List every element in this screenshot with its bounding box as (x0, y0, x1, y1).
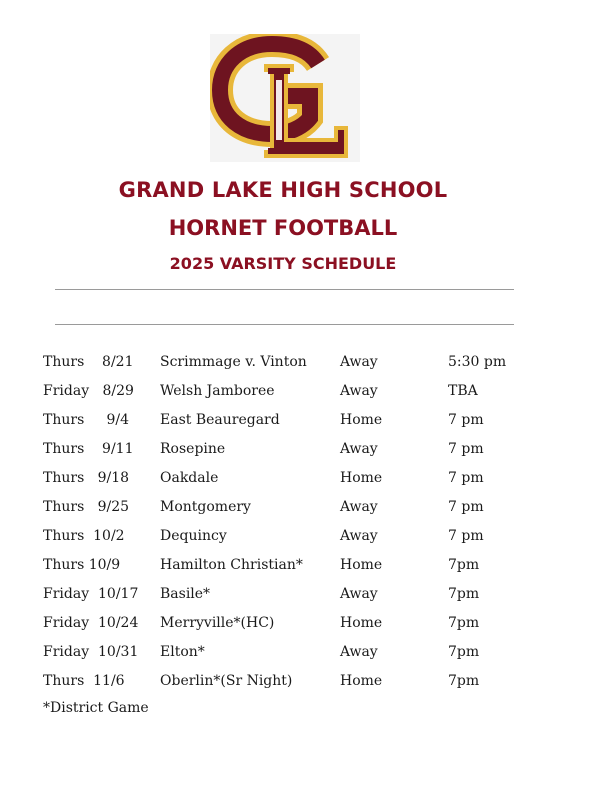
game-location: Away (340, 383, 378, 399)
game-opponent: Basile* (160, 586, 211, 602)
game-date: Thurs 11/6 (43, 673, 125, 689)
game-opponent: Montgomery (160, 499, 251, 515)
game-time: 7pm (448, 557, 480, 573)
game-date: Thurs 9/25 (43, 499, 130, 515)
game-date: Thurs 9/18 (43, 470, 130, 486)
schedule-title: 2025 VARSITY SCHEDULE (169, 254, 397, 273)
game-location: Away (340, 644, 378, 660)
game-opponent: Elton* (160, 644, 205, 660)
game-location: Home (340, 470, 383, 486)
school-name: GRAND LAKE HIGH SCHOOL (118, 178, 448, 202)
game-time: TBA (448, 383, 478, 399)
game-opponent: Rosepine (160, 441, 226, 457)
game-date: Thurs 9/4 (43, 412, 130, 428)
game-opponent: Hamilton Christian* (160, 557, 303, 573)
game-time: 7 pm (448, 470, 484, 486)
game-location: Away (340, 354, 378, 370)
district-game-footnote: *District Game (43, 700, 149, 716)
divider (55, 324, 514, 325)
game-time: 7 pm (448, 499, 484, 515)
game-time: 7pm (448, 673, 480, 689)
game-opponent: Oakdale (160, 470, 219, 486)
game-date: Thurs 10/9 (43, 557, 121, 573)
game-opponent: Scrimmage v. Vinton (160, 354, 307, 370)
school-logo (210, 34, 360, 162)
game-location: Away (340, 586, 378, 602)
game-time: 7pm (448, 615, 480, 631)
game-date: Thurs 8/21 (43, 354, 134, 370)
game-opponent: Oberlin*(Sr Night) (160, 673, 293, 689)
game-location: Home (340, 557, 383, 573)
game-opponent: East Beauregard (160, 412, 280, 428)
game-time: 7 pm (448, 528, 484, 544)
game-opponent: Merryville*(HC) (160, 615, 275, 631)
team-name: HORNET FOOTBALL (168, 216, 398, 240)
game-time: 7 pm (448, 441, 484, 457)
game-location: Home (340, 412, 383, 428)
game-date: Friday 10/31 (43, 644, 139, 660)
game-date: Thurs 9/11 (43, 441, 134, 457)
game-location: Home (340, 615, 383, 631)
game-time: 7 pm (448, 412, 484, 428)
game-date: Friday 8/29 (43, 383, 134, 399)
game-location: Away (340, 441, 378, 457)
game-location: Away (340, 528, 378, 544)
game-time: 7pm (448, 644, 480, 660)
game-date: Thurs 10/2 (43, 528, 125, 544)
divider (55, 289, 514, 290)
game-location: Home (340, 673, 383, 689)
gl-logo-icon (210, 34, 360, 162)
game-location: Away (340, 499, 378, 515)
game-opponent: Welsh Jamboree (160, 383, 275, 399)
game-date: Friday 10/17 (43, 586, 139, 602)
game-date: Friday 10/24 (43, 615, 139, 631)
game-time: 5:30 pm (448, 354, 507, 370)
game-opponent: Dequincy (160, 528, 227, 544)
game-time: 7pm (448, 586, 480, 602)
